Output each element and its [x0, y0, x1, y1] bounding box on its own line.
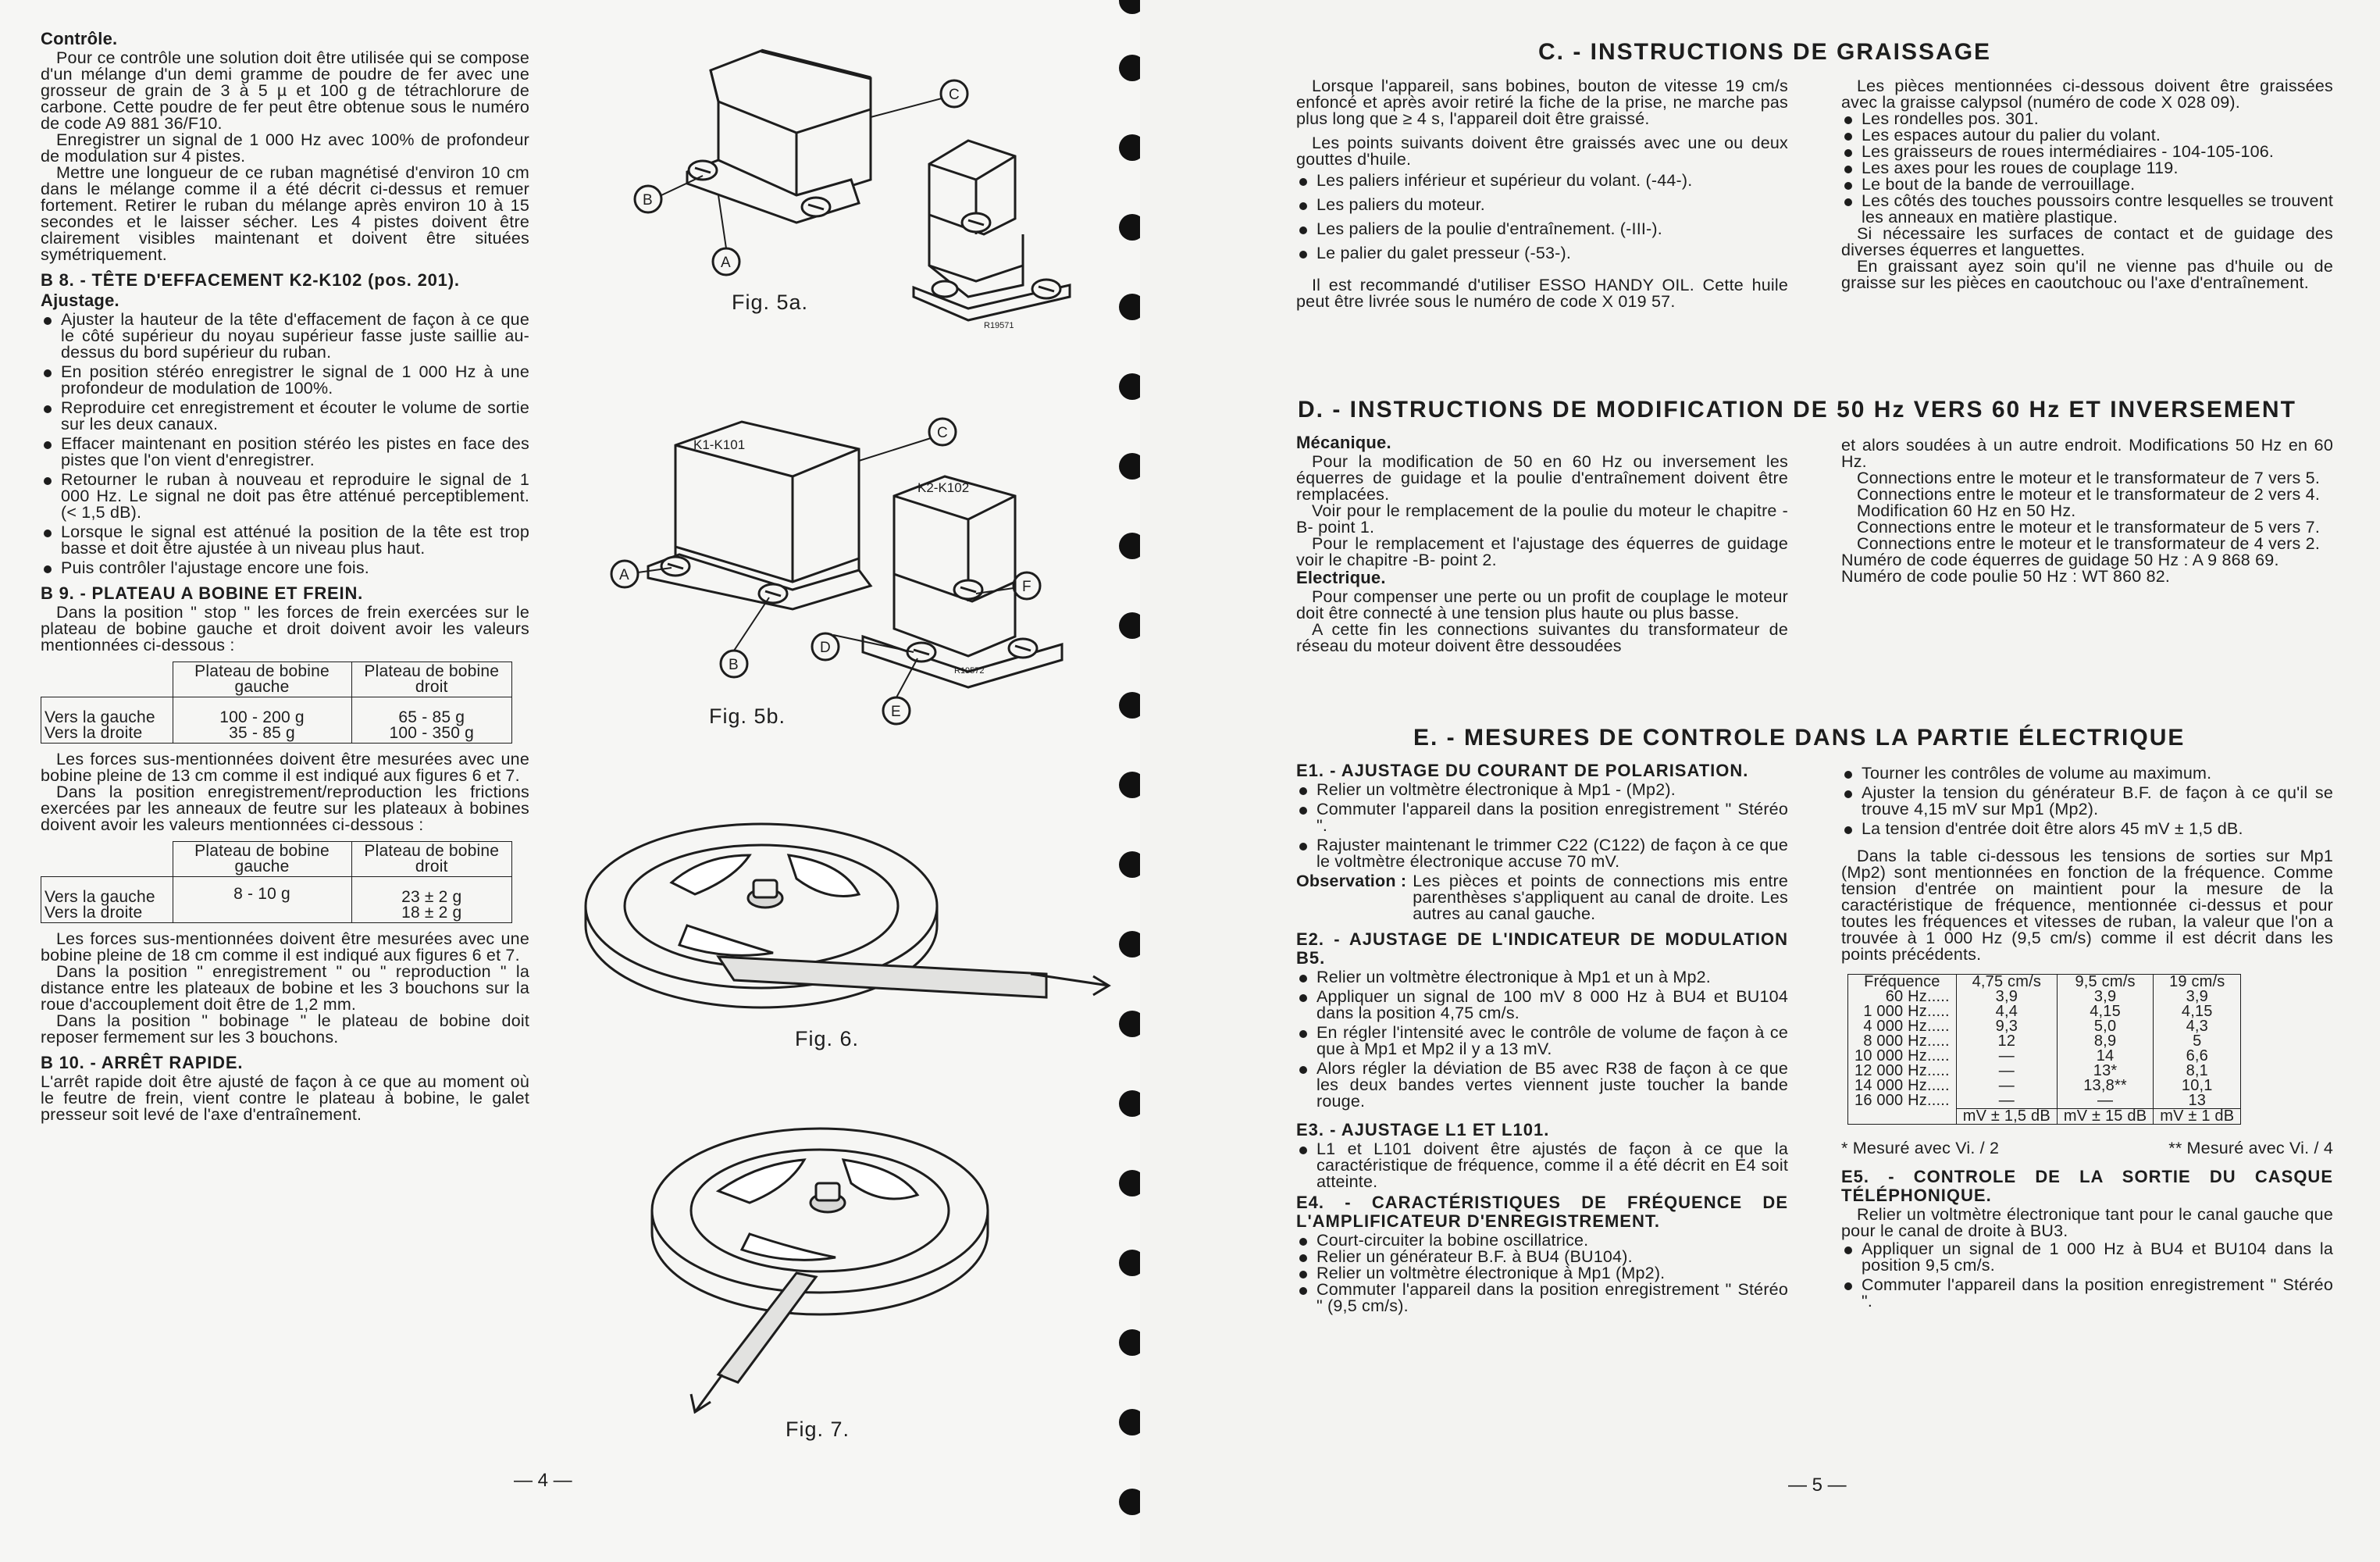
e5-p: Relier un voltmètre électronique tant pour le canal gauche que pour le canal de droite à BU3.: [1841, 1205, 2333, 1240]
freq-cell: 4 000 Hz.....: [1848, 1019, 1957, 1034]
figure-caption-7: Fig. 7.: [786, 1418, 850, 1441]
controle-title: Contrôle.: [41, 29, 118, 48]
e4-item: Commuter l'appareil dans la position enregistrement " Stéréo " (9,5 cm/s).: [1296, 1282, 1788, 1314]
freq-cell: 12 000 Hz.....: [1848, 1064, 1957, 1079]
b9-p5: Dans la position " enregistrement " ou " reproduction " la distance entre les plateaux de bobine et les 3 bouchons sur la roue d'accouplement doit être de 1,2 mm.: [41, 962, 529, 1014]
b9-p1: Dans la position " stop " les forces de frein exercées sur le plateau de bobine gauche et droit doivent avoir les valeurs mentionnées ci-dessous :: [41, 603, 529, 654]
callout-label: C: [949, 87, 960, 103]
d-p7: Connections entre le moteur et le transformateur de 7 vers 5.: [1857, 469, 2320, 487]
section-c-title: C. - INSTRUCTIONS DE GRAISSAGE: [1538, 39, 1992, 65]
b9-p3: Dans la position enregistrement/reproduction les frictions exercées par les anneaux de feutre sur les plateaux à bobines doivent avoir les valeurs mentionnées ci-dessous :: [41, 783, 529, 834]
table-header: Plateau de bobine droit: [351, 842, 511, 877]
d-p1: Pour la modification de 50 en 60 Hz ou inversement les équerres de guidage et la poulie d'entraînement doivent être remplacées.: [1296, 452, 1788, 504]
freq-cell: 6,6: [2186, 1047, 2208, 1065]
b8-item: Retourner le ruban à nouveau et reproduire le signal de 1 000 Hz. Le signal ne doit pas être atténué perceptiblement. (< 1,5 dB).: [41, 472, 529, 521]
e3-list: [1296, 1141, 1788, 1190]
head-label-k2: K2-K102: [917, 480, 970, 495]
freq-cell: mV ± 15 dB: [2057, 1109, 2153, 1125]
d-mecanique: Mécanique.: [1296, 433, 1391, 452]
e4-table-intro: Dans la table ci-dessous les tensions de sorties sur Mp1 (Mp2) sont mentionnées en fonction de la fréquence. Comme tension d'entrée on maintient pour la mesure de la caractéristique de fréquence, mentionnée ci-dessus et pour toutes les fréquences et vitesses de ruban, la valeur que l'on a trouvée à 1 000 Hz (9,5 cm/s) comme il est décrit dans les points précédents.: [1841, 847, 2333, 964]
table-cell: 100 - 350 g: [389, 724, 474, 742]
table-row: [1848, 1109, 2241, 1125]
e1-list: [1296, 782, 1788, 870]
d-p6: et alors soudées à un autre endroit. Modifications 50 Hz en 60 Hz.: [1841, 436, 2333, 471]
b8-item: Puis contrôler l'ajustage encore une fois.: [41, 560, 529, 576]
freq-header: Fréquence: [1848, 975, 1957, 990]
controle-p1: Pour ce contrôle une solution doit être utilisée qui se compose d'un mélange d'un demi gramme de poudre de fer avec une grosseur de grain de 3 à 5 µ et 100 g de tétrachlorure de carbone. Cette poudre de fer peut être obtenue sous le numéro de code A9 881 36/F10.: [41, 48, 529, 133]
e4-title: E4. - CARACTÉRISTIQUES DE FRÉQUENCE DE L'AMPLIFICATEUR D'ENREGISTREMENT.: [1296, 1193, 1788, 1231]
c-oil-item: Les paliers du moteur.: [1296, 197, 1788, 213]
freq-cell: 5: [2193, 1032, 2202, 1050]
callout-label: A: [619, 567, 629, 583]
freq-cell: —: [1956, 1079, 2057, 1093]
freq-cell: 60 Hz.....: [1848, 990, 1957, 1004]
reel-figure-7: [648, 1117, 1015, 1414]
page-5: [1140, 0, 2380, 1562]
c-grease-item: Le bout de la bande de verrouillage.: [1841, 177, 2333, 193]
figure-ref: R19571: [984, 321, 1014, 330]
table-cell: 8 - 10 g: [233, 885, 290, 903]
section-e-left: [1296, 761, 1788, 1314]
b9-title: B 9. - PLATEAU A BOBINE ET FREIN.: [41, 583, 364, 603]
b9-p2: Les forces sus-mentionnées doivent être mesurées avec une bobine pleine de 13 cm comme il est indiqué aux figures 6 et 7.: [41, 750, 529, 785]
b8-item: En position stéréo enregistrer le signal de 1 000 Hz à une profondeur de modulation de 100%.: [41, 364, 529, 397]
erase-head-figure-5a: [601, 39, 1117, 351]
e1-title: E1. - AJUSTAGE DU COURANT DE POLARISATION.: [1296, 761, 1749, 780]
e3-title: E3. - AJUSTAGE L1 ET L101.: [1296, 1120, 1550, 1139]
head-label-k1: K1-K101: [693, 437, 746, 452]
d-p5: A cette fin les connections suivantes du transformateur de réseau du moteur doivent être dessoudées: [1296, 620, 1788, 655]
table-cell: 100 - 200 g: [219, 708, 305, 726]
d-p4: Pour compenser une perte ou un profit de couplage le moteur doit être connecté à une tension plus haute ou plus basse.: [1296, 587, 1788, 622]
row-label: Vers la droite: [45, 724, 143, 742]
freq-cell: 8,9: [2057, 1034, 2153, 1049]
c-oil-list: [1296, 173, 1788, 262]
freq-cell: 16 000 Hz.....: [1848, 1093, 1957, 1109]
d-p8: Connections entre le moteur et le transformateur de 2 vers 4.: [1857, 485, 2320, 504]
b10-p1: L'arrêt rapide doit être ajusté de façon à ce que au moment où le feutre de frein, vient contre le plateau à bobine, le galet presseur soit levé de l'axe d'entraînement.: [41, 1072, 529, 1124]
d-p13: Numéro de code poulie 50 Hz : WT 860 82.: [1841, 567, 2171, 586]
b9-p4: Les forces sus-mentionnées doivent être mesurées avec une bobine pleine de 18 cm comme il est indiqué aux figures 6 et 7.: [41, 929, 529, 965]
b8-item: Reproduire cet enregistrement et écouter le volume de sortie sur les deux canaux.: [41, 400, 529, 433]
footnote: ** Mesuré avec Vi. / 4: [2168, 1139, 2333, 1157]
e2-list: [1296, 969, 1788, 1110]
observation-block: [1296, 873, 1788, 922]
freq-cell: 9,3: [1956, 1019, 2057, 1034]
table-header: Plateau de bobine gauche: [173, 842, 351, 877]
left-text-column: [41, 30, 529, 1123]
c-p1: Lorsque l'appareil, sans bobines, bouton de vitesse 19 cm/s enfoncé et après avoir retiré la fiche de la prise, ne marche pas plus long que ≥ 4 s, l'appareil doit être graissé.: [1296, 77, 1788, 128]
b8-title: B 8. - TÊTE D'EFFACEMENT K2-K102 (pos. 201).: [41, 270, 460, 290]
d-p11: Connections entre le moteur et le transformateur de 4 vers 2.: [1857, 534, 2320, 553]
freq-cell: 3,9: [1956, 990, 2057, 1004]
e5-item: Appliquer un signal de 1 000 Hz à BU4 et BU104 dans la position 9,5 cm/s.: [1841, 1241, 2333, 1274]
callout-label: D: [820, 640, 831, 656]
frequency-table: [1847, 974, 2241, 1125]
freq-cell: 12: [1956, 1034, 2057, 1049]
d-p12: Numéro de code équerres de guidage 50 Hz : A 9 868 69.: [1841, 551, 2279, 569]
c-oil-item: Le palier du galet presseur (-53-).: [1296, 245, 1788, 262]
c-grease-item: Les graisseurs de roues intermédiaires - 104-105-106.: [1841, 144, 2333, 160]
freq-cell: —: [2057, 1093, 2153, 1109]
b10-title: B 10. - ARRÊT RAPIDE.: [41, 1053, 244, 1072]
e2-title: E2. - AJUSTAGE DE L'INDICATEUR DE MODULATION B5.: [1296, 929, 1788, 968]
b8-subtitle: Ajustage.: [41, 291, 119, 310]
freq-cell: —: [1956, 1049, 2057, 1064]
freq-cell: 3,9: [2057, 990, 2153, 1004]
row-label: Vers la droite: [45, 904, 143, 922]
freq-cell: 14 000 Hz.....: [1848, 1079, 1957, 1093]
e3-item: L1 et L101 doivent être ajustés de façon à ce que la caractéristique de fréquence, comme il a été décrit en E4 soit atteinte.: [1296, 1141, 1788, 1190]
table-header: Plateau de bobine gauche: [173, 662, 351, 697]
figure-caption-5b: Fig. 5b.: [709, 704, 786, 728]
table-header: Plateau de bobine droit: [351, 662, 511, 697]
freq-cell: mV ± 1 dB: [2154, 1109, 2241, 1125]
b9-p6: Dans la position " bobinage " le plateau de bobine doit reposer fermement sur les 3 bouchons.: [41, 1011, 529, 1047]
b8-item: Lorsque le signal est atténué la position de la tête est trop basse et doit être ajustée à un niveau plus haut.: [41, 524, 529, 557]
callout-label: C: [937, 425, 948, 441]
freq-cell: 8,1: [2186, 1062, 2208, 1079]
observation-label: Observation :: [1296, 872, 1407, 890]
section-c-right: [1841, 78, 2333, 291]
freq-cell: —: [1956, 1093, 2057, 1109]
page-number-right: — 5 —: [1788, 1475, 1847, 1496]
figure-ref: R19572: [954, 666, 985, 676]
e4-item: La tension d'entrée doit être alors 45 mV ± 1,5 dB.: [1841, 821, 2333, 837]
row-label: Vers la gauche: [45, 708, 155, 726]
row-label: Vers la gauche: [45, 888, 155, 906]
b8-item: Ajuster la hauteur de la tête d'effacement de façon à ce que le côté supérieur du noyau supérieur fasse juste saillie au-dessus du bord supérieur du ruban.: [41, 312, 529, 361]
callout-label: E: [891, 704, 901, 720]
callout-label: B: [729, 657, 739, 673]
d-p9: Modification 60 Hz en 50 Hz.: [1857, 501, 2076, 520]
friction-table: [41, 841, 512, 923]
reel-figure-6: [578, 793, 1124, 1027]
c-grease-item: Les côtés des touches poussoirs contre lesquelles se trouvent les anneaux en matière plastique.: [1841, 193, 2333, 226]
freq-cell: 14: [2057, 1049, 2153, 1064]
section-e-right: [1841, 764, 2333, 1313]
b8-item: Effacer maintenant en position stéréo les pistes en face des pistes que l'on vient d'enregistrer.: [41, 436, 529, 469]
d-p2: Voir pour le remplacement de la poulie du moteur le chapitre -B- point 1.: [1296, 501, 1788, 537]
freq-cell: 10,1: [2181, 1077, 2213, 1094]
freq-cell: 4,15: [2181, 1003, 2213, 1020]
table-cell: 23 ± 2 g: [401, 888, 462, 906]
table-footnotes: [1841, 1140, 2333, 1157]
e4-item: Court-circuiter la bobine oscillatrice.: [1296, 1232, 1788, 1249]
e4-item: Relier un générateur B.F. à BU4 (BU104).: [1296, 1249, 1788, 1265]
e5-list: [1841, 1241, 2333, 1310]
freq-header: 4,75 cm/s: [1956, 975, 2057, 990]
d-electrique: Electrique.: [1296, 568, 1386, 587]
freq-cell: 4,3: [2186, 1018, 2208, 1035]
freq-cell: 3,9: [2186, 988, 2208, 1005]
freq-cell: 13*: [2057, 1064, 2153, 1079]
callout-label: A: [721, 255, 731, 271]
d-p3: Pour le remplacement et l'ajustage des équerres de guidage voir le chapitre -B- point 2.: [1296, 534, 1788, 569]
e5-item: Commuter l'appareil dans la position enregistrement " Stéréo ".: [1841, 1277, 2333, 1310]
freq-cell: —: [1956, 1064, 2057, 1079]
c-p4: Les pièces mentionnées ci-dessous doivent être graissées avec la graisse calypsol (numéro de code X 028 09).: [1841, 77, 2333, 112]
d-p10: Connections entre le moteur et le transformateur de 5 vers 7.: [1857, 518, 2320, 537]
e2-item: Alors régler la déviation de B5 avec R38 de façon à ce que les deux bandes vertes viennent juste toucher la bande rouge.: [1296, 1061, 1788, 1110]
c-grease-item: Les espaces autour du palier du volant.: [1841, 127, 2333, 144]
freq-header: 19 cm/s: [2169, 973, 2225, 990]
e1-item: Relier un voltmètre électronique à Mp1 - (Mp2).: [1296, 782, 1788, 798]
table-cell: 35 - 85 g: [229, 724, 295, 742]
e1-item: Rajuster maintenant le trimmer C22 (C122) de façon à ce que le voltmètre électronique accuse 70 mV.: [1296, 837, 1788, 870]
freq-header: 9,5 cm/s: [2057, 975, 2153, 990]
freq-cell: 10 000 Hz.....: [1848, 1049, 1957, 1064]
c-grease-list: [1841, 111, 2333, 226]
callout-label: F: [1022, 579, 1031, 595]
observation-text: Les pièces et points de connections mis entre parenthèses s'appliquent au canal de droite. Les autres au canal gauche.: [1413, 872, 1788, 923]
freq-cell: 5,0: [2057, 1019, 2153, 1034]
freq-cell: mV ± 1,5 dB: [1956, 1109, 2057, 1125]
c-grease-item: Les axes pour les roues de couplage 119.: [1841, 160, 2333, 177]
section-d-left: [1296, 433, 1788, 654]
e2-item: Relier un voltmètre électronique à Mp1 et un à Mp2.: [1296, 969, 1788, 986]
e2-item: En régler l'intensité avec le contrôle de volume de façon à ce que à Mp1 et Mp2 il y a 13 mV.: [1296, 1025, 1788, 1057]
b8-list: [41, 312, 529, 576]
erase-head-figure-5b: [601, 402, 1117, 730]
c-p3: Il est recommandé d'utiliser ESSO HANDY OIL. Cette huile peut être livrée sous le numéro de code X 019 57.: [1296, 276, 1788, 311]
freq-cell: [1848, 1109, 1957, 1125]
table-row: [1848, 1093, 2241, 1109]
freq-cell: 8 000 Hz.....: [1848, 1034, 1957, 1049]
controle-p2: Enregistrer un signal de 1 000 Hz avec 100% de profondeur de modulation sur 4 pistes.: [41, 130, 529, 166]
section-d-title: D. - INSTRUCTIONS DE MODIFICATION DE 50 Hz VERS 60 Hz ET INVERSEMENT: [1298, 397, 2296, 423]
table-cell: 65 - 85 g: [398, 708, 465, 726]
c-p5: Si nécessaire les surfaces de contact et de guidage des diverses équerres et languettes.: [1841, 224, 2333, 259]
section-c-left: [1296, 78, 1788, 310]
page-number-left: — 4 —: [514, 1470, 572, 1491]
page-4: [0, 0, 1140, 1562]
e4-list: [1296, 1232, 1788, 1314]
e4-item: Tourner les contrôles de volume au maximum.: [1841, 765, 2333, 782]
freq-cell: 4,4: [1956, 1004, 2057, 1019]
e5-title: E5. - CONTROLE DE LA SORTIE DU CASQUE TÉLÉPHONIQUE.: [1841, 1167, 2333, 1205]
e4-item: Relier un voltmètre électronique à Mp1 (Mp2).: [1296, 1265, 1788, 1282]
e4-continued-list: [1841, 765, 2333, 837]
c-oil-item: Les paliers inférieur et supérieur du volant. (-44-).: [1296, 173, 1788, 189]
freq-cell: 1 000 Hz.....: [1848, 1004, 1957, 1019]
c-grease-item: Les rondelles pos. 301.: [1841, 111, 2333, 127]
figure-caption-6: Fig. 6.: [795, 1027, 860, 1050]
section-e-title: E. - MESURES DE CONTROLE DANS LA PARTIE ÉLECTRIQUE: [1413, 725, 2186, 751]
brake-force-table: [41, 662, 512, 744]
c-oil-item: Les paliers de la poulie d'entraînement. (-III-).: [1296, 221, 1788, 237]
section-d-right: [1841, 437, 2333, 585]
c-p2: Les points suivants doivent être graissés avec une ou deux gouttes d'huile.: [1296, 134, 1788, 169]
freq-cell: 13: [2188, 1092, 2207, 1109]
controle-p3: Mettre une longueur de ce ruban magnétisé d'environ 10 cm dans le mélange comme il a été décrit ci-dessus et remuer fortement. Retirer le ruban du mélange après environ 10 à 15 secondes et le laisser sécher. Les 4 pistes doivent être clairement visibles maintenant et doivent être situées symétriquement.: [41, 163, 529, 264]
freq-cell: 13,8**: [2057, 1079, 2153, 1093]
e1-item: Commuter l'appareil dans la position enregistrement " Stéréo ".: [1296, 801, 1788, 834]
callout-label: B: [643, 192, 653, 209]
c-p6: En graissant ayez soin qu'il ne vienne pas d'huile ou de graisse sur les pièces en caoutchouc ou l'axe d'entraînement.: [1841, 257, 2333, 292]
figure-caption-5a: Fig. 5a.: [732, 291, 809, 314]
table-cell: 18 ± 2 g: [401, 904, 462, 922]
freq-cell: 4,15: [2057, 1004, 2153, 1019]
e2-item: Appliquer un signal de 100 mV 8 000 Hz à BU4 et BU104 dans la position 4,75 cm/s.: [1296, 989, 1788, 1022]
e4-item: Ajuster la tension du générateur B.F. de façon à ce qu'il se trouve 4,15 mV sur Mp1 (Mp2).: [1841, 785, 2333, 818]
footnote: * Mesuré avec Vi. / 2: [1841, 1139, 2000, 1157]
